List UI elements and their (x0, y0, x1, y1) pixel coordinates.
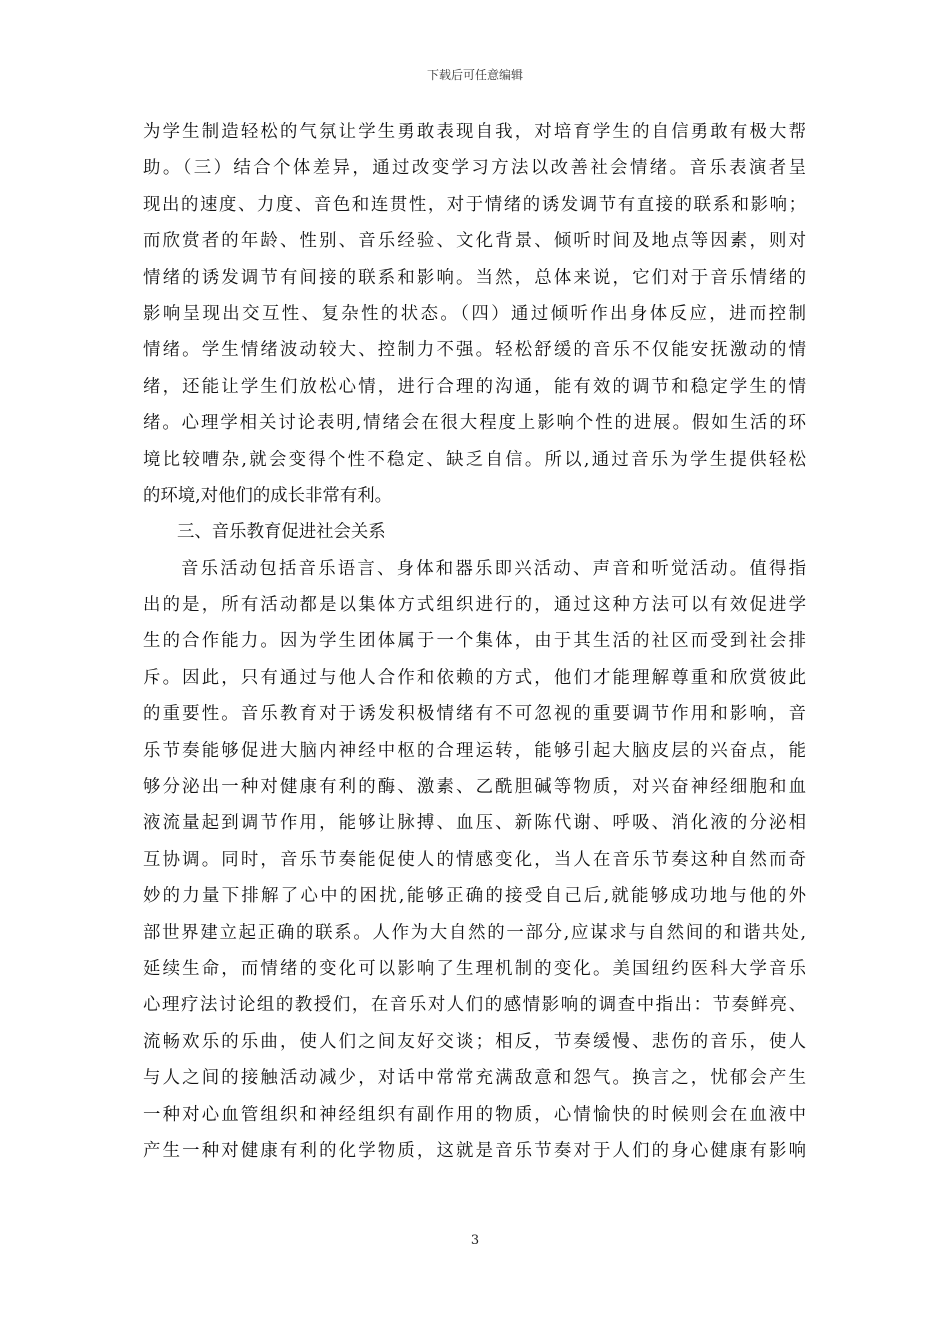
page-header: 下载后可任意编辑 (426, 68, 523, 82)
text-line: 生的合作能力。因为学生团体属于一个集体，由于其生活的社区而受到社会排 (143, 631, 806, 652)
page-number: 3 (470, 1233, 480, 1248)
text-line: 影响呈现出交互性、复杂性的状态。（四）通过倾听作出身体反应，进而控制 (143, 303, 806, 324)
text-line: 流畅欢乐的乐曲，使人们之间友好交谈；相反，节奏缓慢、悲伤的音乐，使人 (143, 1031, 806, 1052)
text-line: 一种对心血管组织和神经组织有副作用的物质，心情愉快的时候则会在血液中 (143, 1104, 806, 1125)
text-line: 为学生制造轻松的气氛让学生勇敢表现自我，对培育学生的自信勇敢有极大帮 (143, 122, 806, 142)
text-line: 够分泌出一种对健康有利的酶、激素、乙酰胆碱等物质，对兴奋神经细胞和血 (143, 777, 806, 798)
text-line: 现出的速度、力度、音色和连贯性，对于情绪的诱发调节有直接的联系和影响； (143, 194, 806, 215)
text-line: 产生一种对健康有利的化学物质，这就是音乐节奏对于人们的身心健康有影响 (143, 1140, 806, 1161)
text-line: 出的是，所有活动都是以集体方式组织进行的，通过这种方法可以有效促进学 (143, 595, 806, 616)
section-heading: 三、音乐教育促进社会关系 (177, 522, 386, 543)
text-line: 心理疗法讨论组的教授们，在音乐对人们的感情影响的调查中指出：节奏鲜亮、 (143, 995, 806, 1016)
text-line: 延续生命，而情绪的变化可以影响了生理机制的变化。美国纽约医科大学音乐 (143, 958, 806, 979)
text-line: 的环境,对他们的成长非常有利。 (143, 485, 392, 506)
text-line: 与人之间的接触活动减少，对话中常常充满敌意和怨气。换言之，忧郁会产生 (143, 1068, 806, 1089)
text-line: 的重要性。音乐教育对于诱发积极情绪有不可忽视的重要调节作用和影响，音 (143, 704, 806, 725)
text-line: 乐节奏能够促进大脑内神经中枢的合理运转，能够引起大脑皮层的兴奋点，能 (143, 740, 806, 761)
text-line: 互协调。同时，音乐节奏能促使人的情感变化，当人在音乐节奏这种自然而奇 (143, 849, 806, 870)
text-line: 妙的力量下排解了心中的困扰,能够正确的接受自己后,就能够成功地与他的外 (143, 886, 806, 907)
text-line: 情绪。学生情绪波动较大、控制力不强。轻松舒缓的音乐不仅能安抚激动的情 (143, 340, 806, 361)
text-line: 音乐活动包括音乐语言、身体和器乐即兴活动、声音和听觉活动。值得指 (181, 558, 806, 579)
text-line: 斥。因此，只有通过与他人合作和依赖的方式，他们才能理解尊重和欣赏彼此 (143, 667, 806, 688)
text-line: 境比较嘈杂,就会变得个性不稳定、缺乏自信。所以,通过音乐为学生提供轻松 (143, 449, 806, 470)
text-line: 情绪的诱发调节有间接的联系和影响。当然，总体来说，它们对于音乐情绪的 (143, 267, 806, 288)
text-line: 液流量起到调节作用，能够让脉搏、血压、新陈代谢、呼吸、消化液的分泌相 (143, 813, 806, 834)
text-line: 助。（三）结合个体差异，通过改变学习方法以改善社会情绪。音乐表演者呈 (143, 158, 806, 179)
text-line: 绪，还能让学生们放松心情，进行合理的沟通，能有效的调节和稳定学生的情 (143, 376, 806, 397)
body-text (143, 114, 806, 1169)
text-line: 绪。心理学相关讨论表明,情绪会在很大程度上影响个性的进展。假如生活的环 (143, 413, 806, 434)
text-line: 部世界建立起正确的联系。人作为大自然的一部分,应谋求与自然间的和谐共处, (143, 922, 806, 943)
text-line: 而欣赏者的年龄、性别、音乐经验、文化背景、倾听时间及地点等因素，则对 (143, 231, 806, 252)
